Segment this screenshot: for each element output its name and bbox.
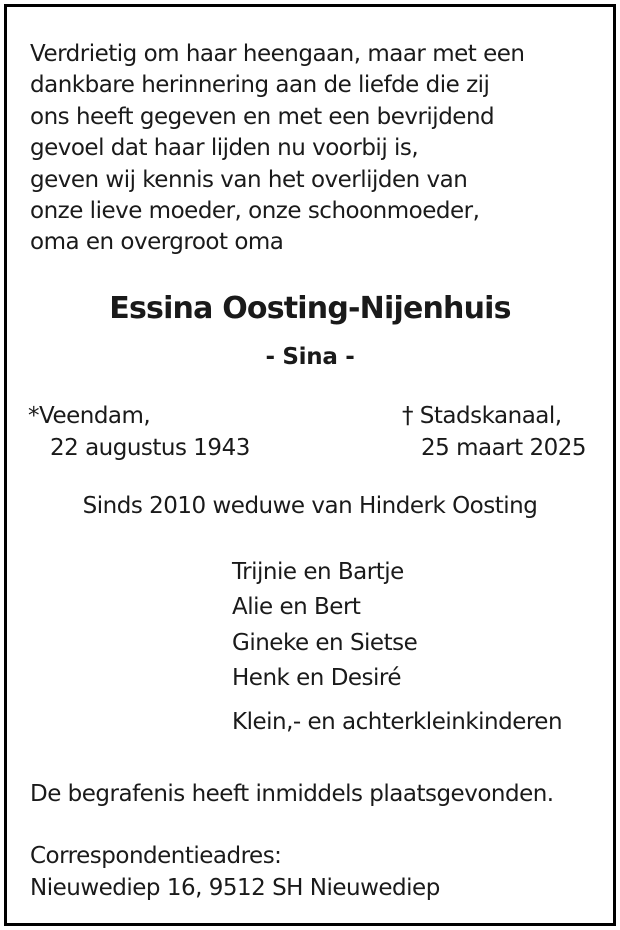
intro-line: dankbare herinnering aan de liefde die zij: [30, 72, 490, 99]
intro-line: oma en overgroot oma: [30, 229, 284, 256]
deceased-name: Essina Oosting-Nijenhuis: [109, 291, 511, 326]
intro-text: [30, 39, 590, 259]
birth-info: [28, 401, 250, 464]
correspondence-address: Nieuwediep 16, 9512 SH Nieuwediep: [30, 874, 440, 901]
family-member: Trijnie en Bartje: [232, 559, 404, 585]
correspondence-label: Correspondentieadres:: [30, 843, 282, 869]
birth-place: *Veendam,: [28, 403, 151, 429]
intro-line: Verdrietig om haar heengaan, maar met een: [30, 41, 525, 67]
family-member: Henk en Desiré: [232, 664, 402, 691]
correspondence-block: [30, 841, 440, 904]
family-member: Alie en Bert: [232, 594, 361, 621]
intro-line: geven wij kennis van het overlijden van: [30, 166, 468, 193]
intro-line: ons heeft gegeven en met een bevrijdend: [30, 103, 495, 130]
birth-date: 22 augustus 1943: [50, 434, 250, 461]
widow-line: Sinds 2010 weduwe van Hinderk Oosting: [82, 493, 538, 519]
intro-line: onze lieve moeder, onze schoonmoeder,: [30, 198, 480, 225]
family-list: [232, 555, 417, 696]
death-date: 25 maart 2025: [421, 434, 586, 461]
grandchildren-line: Klein,- en achterkleinkinderen: [232, 709, 563, 735]
funeral-note: De begrafenis heeft inmiddels plaatsgevonden.: [30, 781, 554, 807]
intro-line: gevoel dat haar lijden nu voorbij is,: [30, 135, 419, 162]
death-info: [402, 401, 586, 464]
family-member: Gineke en Sietse: [232, 629, 418, 656]
death-place: † Stadskanaal,: [402, 403, 562, 429]
deceased-nickname: - Sina -: [265, 344, 355, 370]
obituary-card: [4, 4, 616, 926]
